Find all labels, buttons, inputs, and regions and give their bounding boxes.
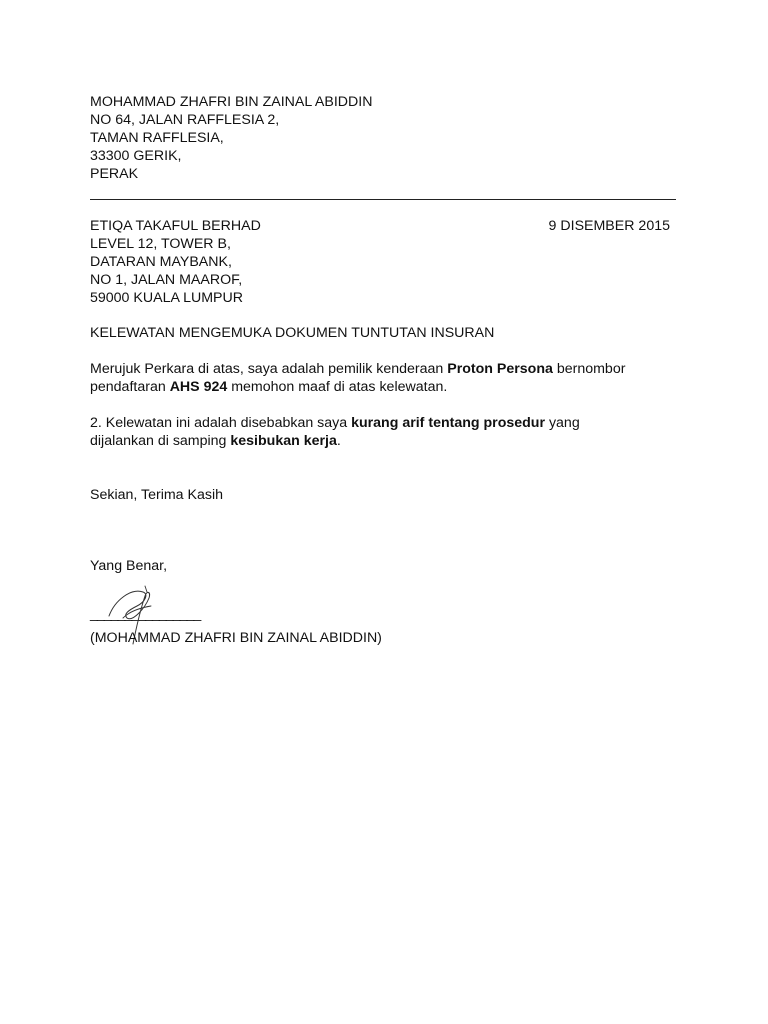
registration-number: AHS 924 [169,379,228,395]
letter-subject: KELEWATAN MENGEMUKA DOKUMEN TUNTUTAN INSURAN [90,325,495,341]
recipient-address-line-3: NO 1, JALAN MAAROF, [90,272,243,288]
paragraph-2-text: dijalankan di samping [90,433,231,449]
paragraph-1-line-2 [90,378,447,396]
sender-name: MOHAMMAD ZHAFRI BIN ZAINAL ABIDDIN [90,94,373,110]
signatory-name: (MOHAMMAD ZHAFRI BIN ZAINAL ABIDDIN) [90,630,382,646]
letter-date: 9 DISEMBER 2015 [548,218,670,234]
closing-text: Sekian, Terima Kasih [90,487,224,503]
paragraph-2-text: . [336,433,341,449]
paragraph-2-line-2 [90,432,341,450]
header-divider [90,199,676,200]
recipient-address-line-4: 59000 KUALA LUMPUR [90,290,243,306]
sender-address-line-3: 33300 GERIK, [90,148,182,164]
sign-off-text: Yang Benar, [90,558,168,574]
recipient-address-line-2: DATARAN MAYBANK, [90,254,232,270]
sender-address-line-2: TAMAN RAFFLESIA, [90,130,224,146]
delay-reason-2: kesibukan kerja [230,433,337,449]
recipient-name: ETIQA TAKAFUL BERHAD [90,218,261,234]
sender-address-line-1: NO 64, JALAN RAFFLESIA 2, [90,112,280,128]
paragraph-1-line-1 [90,360,625,378]
recipient-address-line-1: LEVEL 12, TOWER B, [90,236,231,252]
paragraph-1-text: Merujuk Perkara di atas, saya adalah pemilik kenderaan [90,361,448,377]
paragraph-1-text: pendaftaran [90,379,170,395]
paragraph-2-text: yang [545,415,580,431]
paragraph-1-text: memohon maaf di atas kelewatan. [227,379,448,395]
signature-line: ________________ [90,606,201,622]
delay-reason-1: kurang arif tentang prosedur [351,415,545,431]
paragraph-2-line-1 [90,414,580,432]
paragraph-1-text: bernombor [552,361,626,377]
sender-address-line-4: PERAK [90,166,139,182]
vehicle-model: Proton Persona [447,361,553,377]
paragraph-2-text: 2. Kelewatan ini adalah disebabkan saya [90,415,352,431]
